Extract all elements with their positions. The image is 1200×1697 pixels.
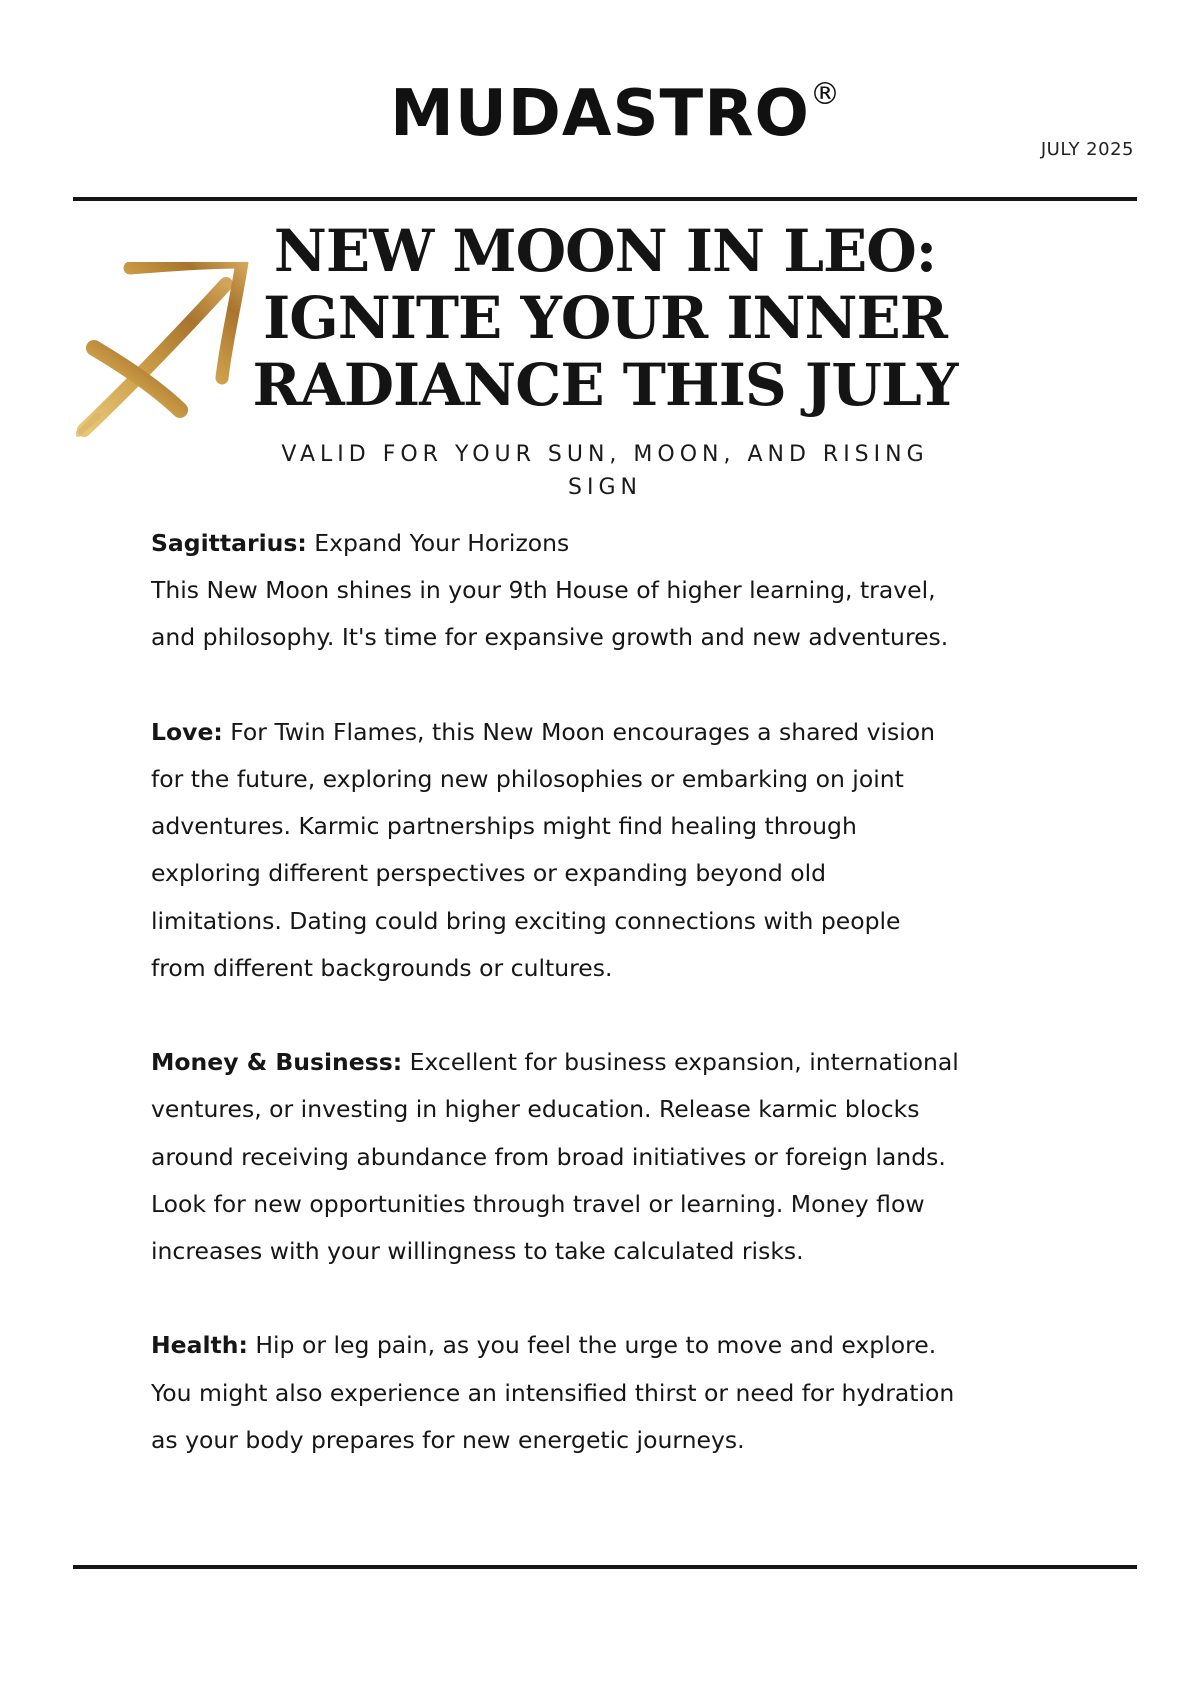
health-label: Health:: [151, 1331, 248, 1360]
money-text-line: Look for new opportunities through travel or learning. Money flow: [151, 1189, 925, 1218]
brand-logo: MUDASTRO: [390, 77, 810, 151]
top-divider: [73, 197, 1137, 201]
love-text-line: from different backgrounds or cultures.: [151, 953, 613, 982]
sign-section: [151, 520, 1071, 662]
love-text-line: exploring different perspectives or expanding beyond old: [151, 859, 827, 888]
money-text-line: around receiving abundance from broad initiatives or foreign lands.: [151, 1142, 946, 1171]
health-section: [151, 1322, 1071, 1464]
money-text-line: ventures, or investing in higher education. Release karmic blocks: [151, 1095, 920, 1124]
article-title: [240, 218, 970, 419]
love-text-line: [151, 709, 1071, 756]
love-text: For Twin Flames, this New Moon encourages a shared vision: [222, 717, 936, 746]
subtitle-line: SIGN: [568, 475, 642, 500]
sign-text-line: This New Moon shines in your 9th House of higher learning, travel,: [151, 576, 936, 605]
registered-mark: ®: [810, 77, 840, 112]
bottom-divider: [73, 1565, 1137, 1569]
money-section: [151, 1039, 1071, 1275]
title-line: IGNITE YOUR INNER: [263, 284, 947, 352]
sign-label: Sagittarius:: [151, 529, 307, 557]
love-section: [151, 709, 1071, 992]
sign-text-line: and philosophy. It's time for expansive growth and new adventures.: [151, 623, 949, 652]
health-text: Hip or leg pain, as you feel the urge to move and explore.: [247, 1331, 937, 1360]
love-text-line: limitations. Dating could bring exciting connections with people: [151, 906, 901, 935]
sagittarius-symbol-icon: [76, 262, 256, 442]
money-label: Money & Business:: [151, 1048, 403, 1077]
health-text-line: as your body prepares for new energetic journeys.: [151, 1425, 745, 1454]
article-body: [151, 520, 1071, 1511]
love-label: Love:: [151, 717, 223, 746]
health-text-line: You might also experience an intensified thirst or need for hydration: [151, 1378, 955, 1407]
sign-heading: Expand Your Horizons: [306, 529, 570, 557]
health-text-line: [151, 1322, 1071, 1369]
title-line: NEW MOON IN LEO:: [273, 217, 937, 285]
money-text-line: increases with your willingness to take calculated risks.: [151, 1237, 804, 1266]
sign-heading-line: [151, 520, 1071, 567]
article-subtitle: [255, 438, 955, 504]
subtitle-line: VALID FOR YOUR SUN, MOON, AND RISING: [281, 442, 929, 467]
love-text-line: adventures. Karmic partnerships might find healing through: [151, 812, 857, 841]
money-text: Excellent for business expansion, international: [402, 1048, 959, 1077]
issue-date: JULY 2025: [1040, 139, 1134, 160]
money-text-line: [151, 1039, 1071, 1086]
title-line: RADIANCE THIS JULY: [252, 351, 958, 419]
love-text-line: for the future, exploring new philosophies or embarking on joint: [151, 765, 904, 793]
